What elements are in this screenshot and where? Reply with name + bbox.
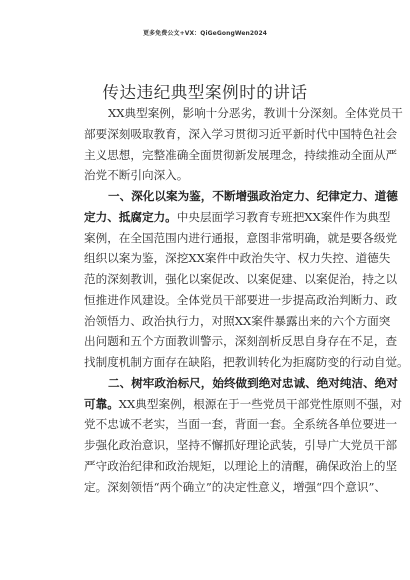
section-1-heading-end: 定力、抵腐定力。 [84,209,177,224]
paragraph-2-text: 中央层面学习教育专班把XX案件作为典型 [176,209,391,224]
paragraph-2-line [84,207,391,228]
paragraph-3-line: 步强化政治意识，坚持不懈抓好理论武装，引导广大党员干部 [84,438,398,452]
section-2-heading: 二、树牢政治标尺，始终做到绝对忠诚、绝对纯洁、绝对 [108,375,398,390]
paragraph-2-line: 治领悟力、政治执行力，对照XX案件暴露出来的六个方面突 [84,313,391,328]
paragraph-3-line: 定。深刻领悟“两个确立”的决定性意义，增强“四个意识”、 [84,479,386,494]
paragraph-1-line: 主义思想，完整准确全面贯彻新发展理念，持续推动全面从严 [84,147,398,162]
paragraph-2-line: 案例，在全国范围内进行通报，意图非常明确，就是要各级党 [84,230,398,245]
paragraph-3-text: XX典型案例，根源在于一些党员干部党性原则不强，对 [118,396,402,411]
paragraph-2-line: 出问题和五个方面教训警示，深刻剖析反思自身存在不足，查 [84,334,398,349]
paragraph-2-line: 恒推进作风建设。全体党员干部要进一步提高政治判断力、政 [84,292,398,307]
page-header-watermark: 更多免费公文+VX：QiGeGongWen2024 [142,30,267,37]
paragraph-3-line [84,394,402,415]
section-2-heading-end: 可靠。 [84,396,119,411]
document-body [84,103,409,497]
paragraph-3-line: 严守政治纪律和政治规矩，以理论上的清醒，确保政治上的坚 [84,458,398,473]
paragraph-1-line: 部要深刻吸取教育，深入学习贯彻习近平新时代中国特色社会 [84,126,398,141]
paragraph-2-line: 找制度机制方面存在缺陷，把教训转化为拒腐防变的行动自觉。 [84,355,409,369]
paragraph-1-line: 治党不断引向深入。 [84,168,189,183]
section-1-heading: 一、深化以案为鉴，不断增强政治定力、纪律定力、道德 [108,189,398,203]
paragraph-3-line: 党不忠诚不老实，当面一套，背面一套。全系统各单位要进一 [84,417,398,432]
paragraph-2-line: 范的深刻教训，强化以案促改、以案促建、以案促治，持之以 [84,272,398,286]
paragraph-1-line: XX典型案例，影响十分恶劣，教训十分深刻。全体党员干 [108,106,403,120]
paragraph-2-line: 组织以案为鉴，深挖XX案件中政治失守、权力失控、道德失 [84,251,391,266]
document-title: 传达违纪典型案例时的讲话 [102,83,308,102]
